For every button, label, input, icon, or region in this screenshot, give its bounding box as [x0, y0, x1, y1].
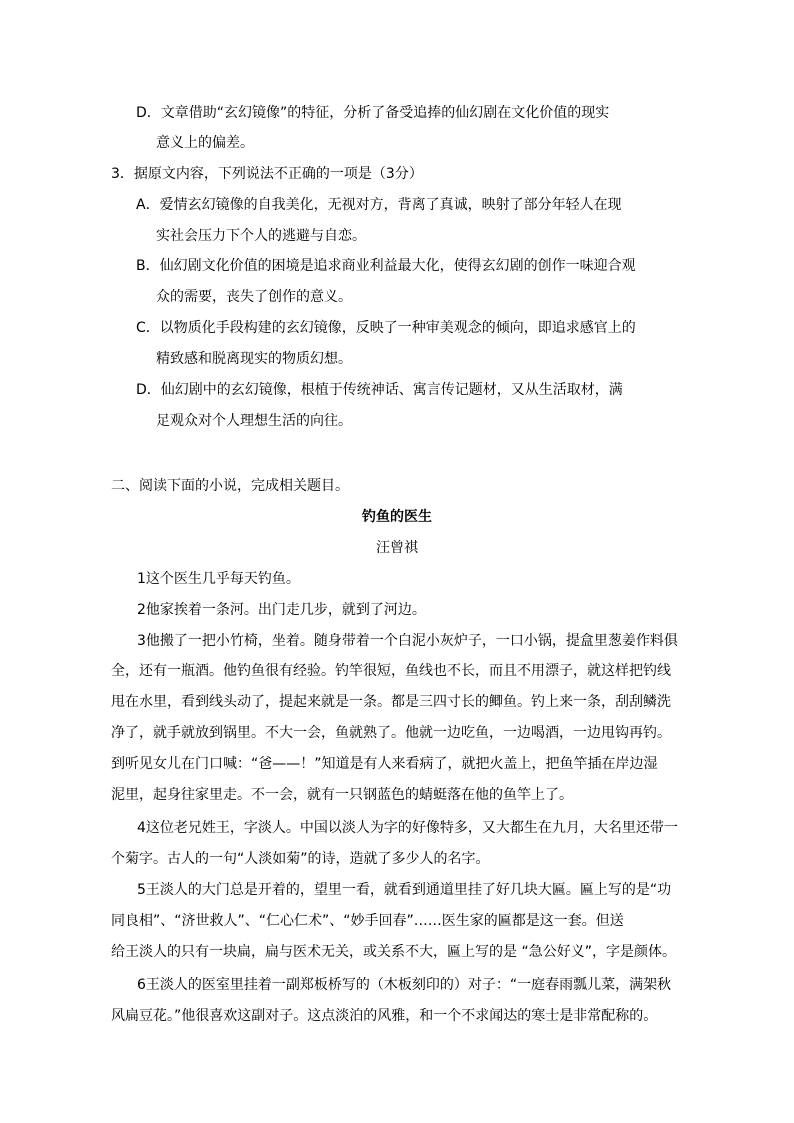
paragraph-6-line: 6王淡人的医室里挂着一副郑板桥写的（木板刻印的）对子：“一庭春雨瓢儿菜，满架秋 — [137, 977, 672, 993]
paragraph-2-line: 2他家挨着一条河。出门走几步，就到了河边。 — [137, 602, 426, 618]
story-title: 钓鱼的医生 — [362, 509, 432, 525]
q2-option-d-line2: 意义上的偏差。 — [156, 135, 254, 151]
paragraph-5-line: 5王淡人的大门总是开着的，望里一看，就看到通道里挂了好几块大匾。匾上写的是“功 — [137, 882, 672, 898]
paragraph-5-line: 给王淡人的只有一块扁，扁与医术无关，或关系不大，匾上写的是 “急公好义”，字是颜体。 — [111, 944, 676, 960]
q3-option-a-line2: 实社会压力下个人的逃避与自恋。 — [156, 228, 366, 244]
q3-option-c-line2: 精致感和脱离现实的物质幻想。 — [156, 351, 352, 367]
paragraph-5-line: 同良相”、“济世救人”、“仁心仁术”、“妙手回春”……医生家的匾都是这一套。但送 — [111, 913, 624, 929]
q3-option-d-line2: 足观众对个人理想生活的向往。 — [156, 413, 352, 429]
paragraph-3-line: 3他搬了一把小竹椅，坐着。随身带着一个白泥小灰炉子，一口小锅，提盒里葱姜作料俱 — [137, 633, 678, 649]
story-author: 汪曾祺 — [376, 540, 418, 556]
paragraph-4-line: 4这位老兄姓王，字淡人。中国以淡人为字的好像特多，又大都生在九月，大名里还带一 — [137, 820, 678, 836]
q3-option-d-line1: D．仙幻剧中的玄幻镜像，根植于传统神话、寓言传记题材，又从生活取材，满 — [136, 382, 623, 398]
paragraph-3-line: 甩在水里，看到线头动了，提起来就是一条。都是三四寸长的鲫鱼。钓上来一条，刮刮鳞洗 — [111, 694, 671, 710]
paragraph-3-line: 泥里，起身往家里走。不一会，就有一只钢蓝色的蜻蜓落在他的鱼竿上了。 — [111, 787, 573, 803]
paragraph-1-line: 1这个医生几乎每天钓鱼。 — [137, 571, 300, 587]
q3-option-b-line1: B．仙幻剧文化价值的困境是追求商业利益最大化，使得玄幻剧的创作一味迎合观 — [136, 258, 636, 274]
section-2-heading: 二、阅读下面的小说，完成相关题目。 — [111, 478, 349, 494]
q2-option-d-line1: D．文章借助“玄幻镜像”的特征，分析了备受追捧的仙幻剧在文化价值的现实 — [136, 105, 610, 121]
paragraph-6-line: 风扁豆花。”他很喜欢这副对子。这点淡泊的风雅，和一个不求闻达的寒士是非常配称的。 — [111, 1008, 658, 1024]
paragraph-3-line: 净了，就手就放到锅里。不大一会，鱼就熟了。他就一边吃鱼，一边喝酒，一边甩钩再钓。 — [111, 725, 671, 741]
q3-option-a-line1: A．爱情玄幻镜像的自我美化，无视对方，背离了真诚，映射了部分年轻人在现 — [136, 197, 622, 213]
paragraph-4-line: 个菊字。古人的一句“人淡如菊”的诗，造就了多少人的名字。 — [111, 851, 490, 867]
paragraph-3-line: 全，还有一瓶酒。他钓鱼很有经验。钓竿很短，鱼线也不长，而且不用漂子，就这样把钓线 — [111, 663, 671, 679]
paragraph-3-line: 到听见女儿在门口喊：“爸——！”知道是有人来看病了，就把火盖上，把鱼竿插在岸边湿 — [111, 756, 658, 772]
q3-option-c-line1: C．以物质化手段构建的玄幻镜像，反映了一种审美观念的倾向，即追求感官上的 — [136, 320, 636, 336]
question-3-stem: 3．据原文内容，下列说法不正确的一项是（3分） — [111, 166, 423, 182]
q3-option-b-line2: 众的需要，丧失了创作的意义。 — [156, 289, 352, 305]
